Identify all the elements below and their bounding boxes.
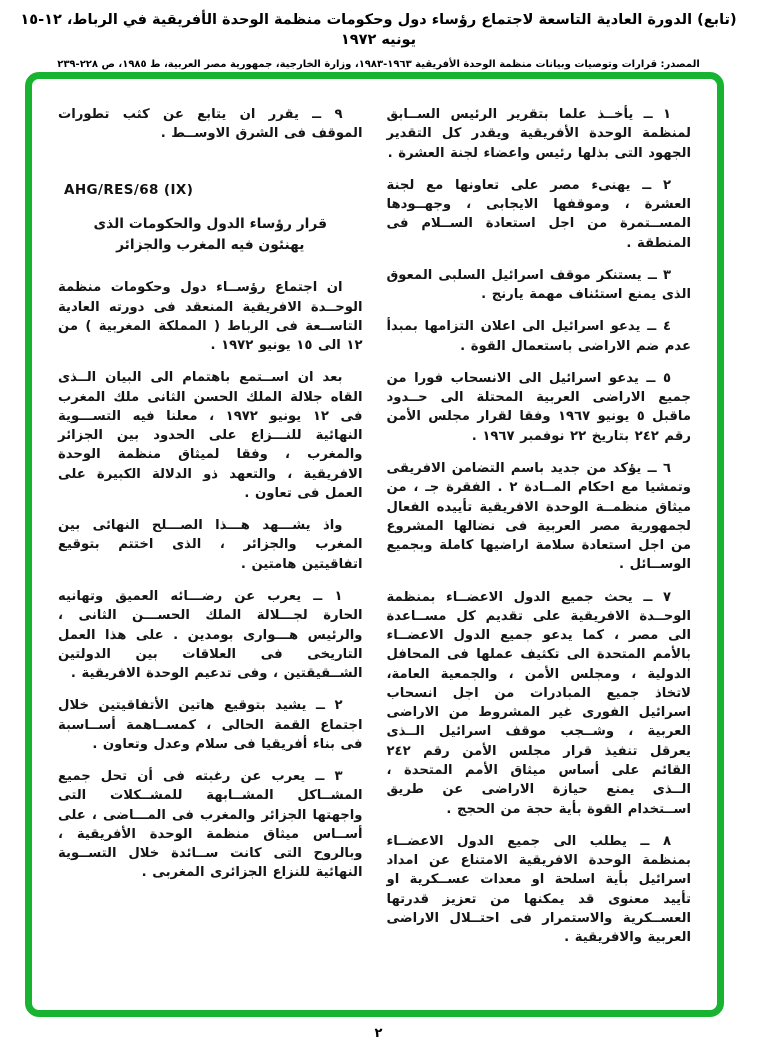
preamble-paragraph-1: ان اجتماع رؤســاء دول وحكومات منظمة الوحــدة الافريقية المنعقد فى دورته العادية التاســعة فى الرباط ( المملكة المغربية ) من ١٢ الى ١٥ يونيو ١٩٧٢ . bbox=[58, 280, 363, 354]
resolution-paragraph-2: ٢ ــ يهنىء مصر على تعاونها مع لجنة العشرة ، وموقفها الايجابى ، وجهــودها المســتمرة من اجل استعادة الســلام فى المنطقة . bbox=[386, 177, 691, 251]
column-right-resolution-body bbox=[387, 105, 692, 960]
header-session-title: (تابع) الدورة العادية التاسعة لاجتماع رؤساء دول وحكومات منظمة الوحدة الأفريقية في الرباط، ١٢-١٥ يونيه ١٩٧٢ bbox=[20, 12, 737, 49]
page-number: ٢ bbox=[374, 1026, 383, 1041]
header-source-citation: المصدر: قرارات وتوصيات وبيانات منظمة الوحدة الأفريقية ١٩٦٣-١٩٨٣، وزارة الخارجية، جمهورية مصر العربية، ط ١٩٨٥، ص ٢٢٨-٢٣٩ bbox=[57, 58, 700, 70]
resolution-paragraph-3: ٣ ــ يستنكر موقف اسرائيل السلبى المعوق الذى يمنع استئناف مهمة يارنج . bbox=[386, 267, 691, 303]
resolution-paragraph-4: ٤ ــ يدعو اسرائيل الى اعلان التزامها بمبدأ عدم ضم الاراضى باستعمال القوة . bbox=[386, 319, 691, 354]
operative-paragraph-1: ١ ــ يعرب عن رضـــائه العميق وتهانيه الحارة لجـــلالة الملك الحســـن الثانى ، والرئيس هـــوارى بومدين . على هذا العمل التاريخى فى العلاقات بين الدولتين الشــقيقتين ، وفى تدعيم الوحدة الافريقية . bbox=[58, 589, 363, 682]
column-left-next-resolution bbox=[58, 105, 363, 960]
operative-paragraph-3: ٣ ــ يعرب عن رغبته فى أن تحل جميع المشــاكل المشــابهة للمشــكلات التى واجهتها الجزائر والمغرب فى المـــاضى ، على أســاس ميثاق منظمة الوحدة الأفريقية ، وبالروح التى كانت ســائدة خلال التســوية النهائية للنزاع الجزائرى المغربى . bbox=[58, 769, 363, 881]
preamble-paragraph-3: واذ يشـــهد هـــذا الصـــلح النهائى بين المغرب والجزائر ، الذى اختتم بتوقيع اتفاقيتين هامتين . bbox=[58, 518, 363, 572]
resolution-paragraph-9: ٩ ــ يقرر ان يتابع عن كثب تطورات الموقف فى الشرق الاوســط . bbox=[58, 107, 363, 142]
resolution-paragraph-6: ٦ ــ يؤكد من جديد باسم التضامن الافريقى وتمشيا مع احكام المــادة ٢ . الفقرة جـ ، من ميثاق منظمــة الوحدة الافريقية تأييده الفعال لجمهورية مصر العربية فى نضالها المشروع من اجل استعادة سلامة اراضيها كاملة وبجميع الوســائل . bbox=[386, 460, 691, 573]
resolution-paragraph-7: ٧ ــ يحث جميع الدول الاعضــاء بمنظمة الوحــدة الافريقية على تقديم كل مســاعدة الى مصر ، كما يدعو جميع الدول الاعضــاء بالأمم المتحدة الى تكثيف عملها فى المحافل الدولية ، ومجلس الأمن ، والجمعية العامة، لاتخاذ جميع المبادرات من اجل انسحاب اسرائيل الفورى غير المشروط من الاراضى العربية ، وشــجب موقف اسرائيل الــذى يعرقل تنفيذ قرار مجلس الأمن رقم ٢٤٢ القائم على أساس ميثاق الأمم المتحدة ، الــذى يمنع حيازة الاراضى عن طريق اســتخدام القوة بأية حجة من الحجج . bbox=[386, 589, 691, 817]
green-border-frame bbox=[25, 72, 724, 1017]
resolution-title: قرار رؤساء الدول والحكومات الذى يهنئون فيه المغرب والجزائر bbox=[93, 215, 327, 253]
resolution-paragraph-1: ١ ــ يأخــذ علما بتقرير الرئيس الســابق لمنظمة الوحدة الأفريقية ويقدر كل التقدير الجهود التى بذلها رئيس واعضاء لجنة العشرة . bbox=[386, 107, 691, 161]
operative-paragraph-2: ٢ ــ يشيد بتوقيع هاتين الأتفاقيتين خلال اجتماع القمة الحالى ، كمســاهمة أســاسبة فى بناء أفريقيا فى سلام وعدل وتعاون . bbox=[58, 698, 363, 752]
document-header bbox=[0, 10, 757, 71]
resolution-paragraph-8: ٨ ــ يطلب الى جميع الدول الاعضــاء بمنظمة الوحدة الافريقية الامتناع عن امداد اسرائيل بأية اسلحة او معدات عســكرية او تأييد معنوى قد يمكنها من تعزيز قدرتها العســكرية والاستمرار فى احتــلال الاراضى العربية والافريقية . bbox=[386, 833, 691, 946]
two-column-text bbox=[32, 79, 717, 960]
preamble-paragraph-2: بعد ان اســتمع باهتمام الى البيان الــذى القاه جلالة الملك الحسن الثانى ملك المغرب فى ١٢ يونيو ١٩٧٢ ، معلنا فيه التســـوية النهائية للنـــزاع على الحدود بين الجزائر والمغرب ، وفقا لميثاق منظمة الوحدة الافريقية ، والتعهد ذو الدلالة الكبيرة على العمل فى تعاون . bbox=[58, 370, 363, 501]
resolution-paragraph-5: ٥ ــ يدعو اسرائيل الى الانسحاب فورا من جميع الاراضى العربية المحتلة الى حــدود ماقبل ٥ يونيو ١٩٦٧ وفقا لقرار مجلس الأمن رقم ٢٤٢ بتاريخ ٢٢ نوفمبر ١٩٦٧ . bbox=[386, 370, 691, 444]
resolution-reference-code: AHG/RES/68 (IX) bbox=[64, 181, 194, 198]
